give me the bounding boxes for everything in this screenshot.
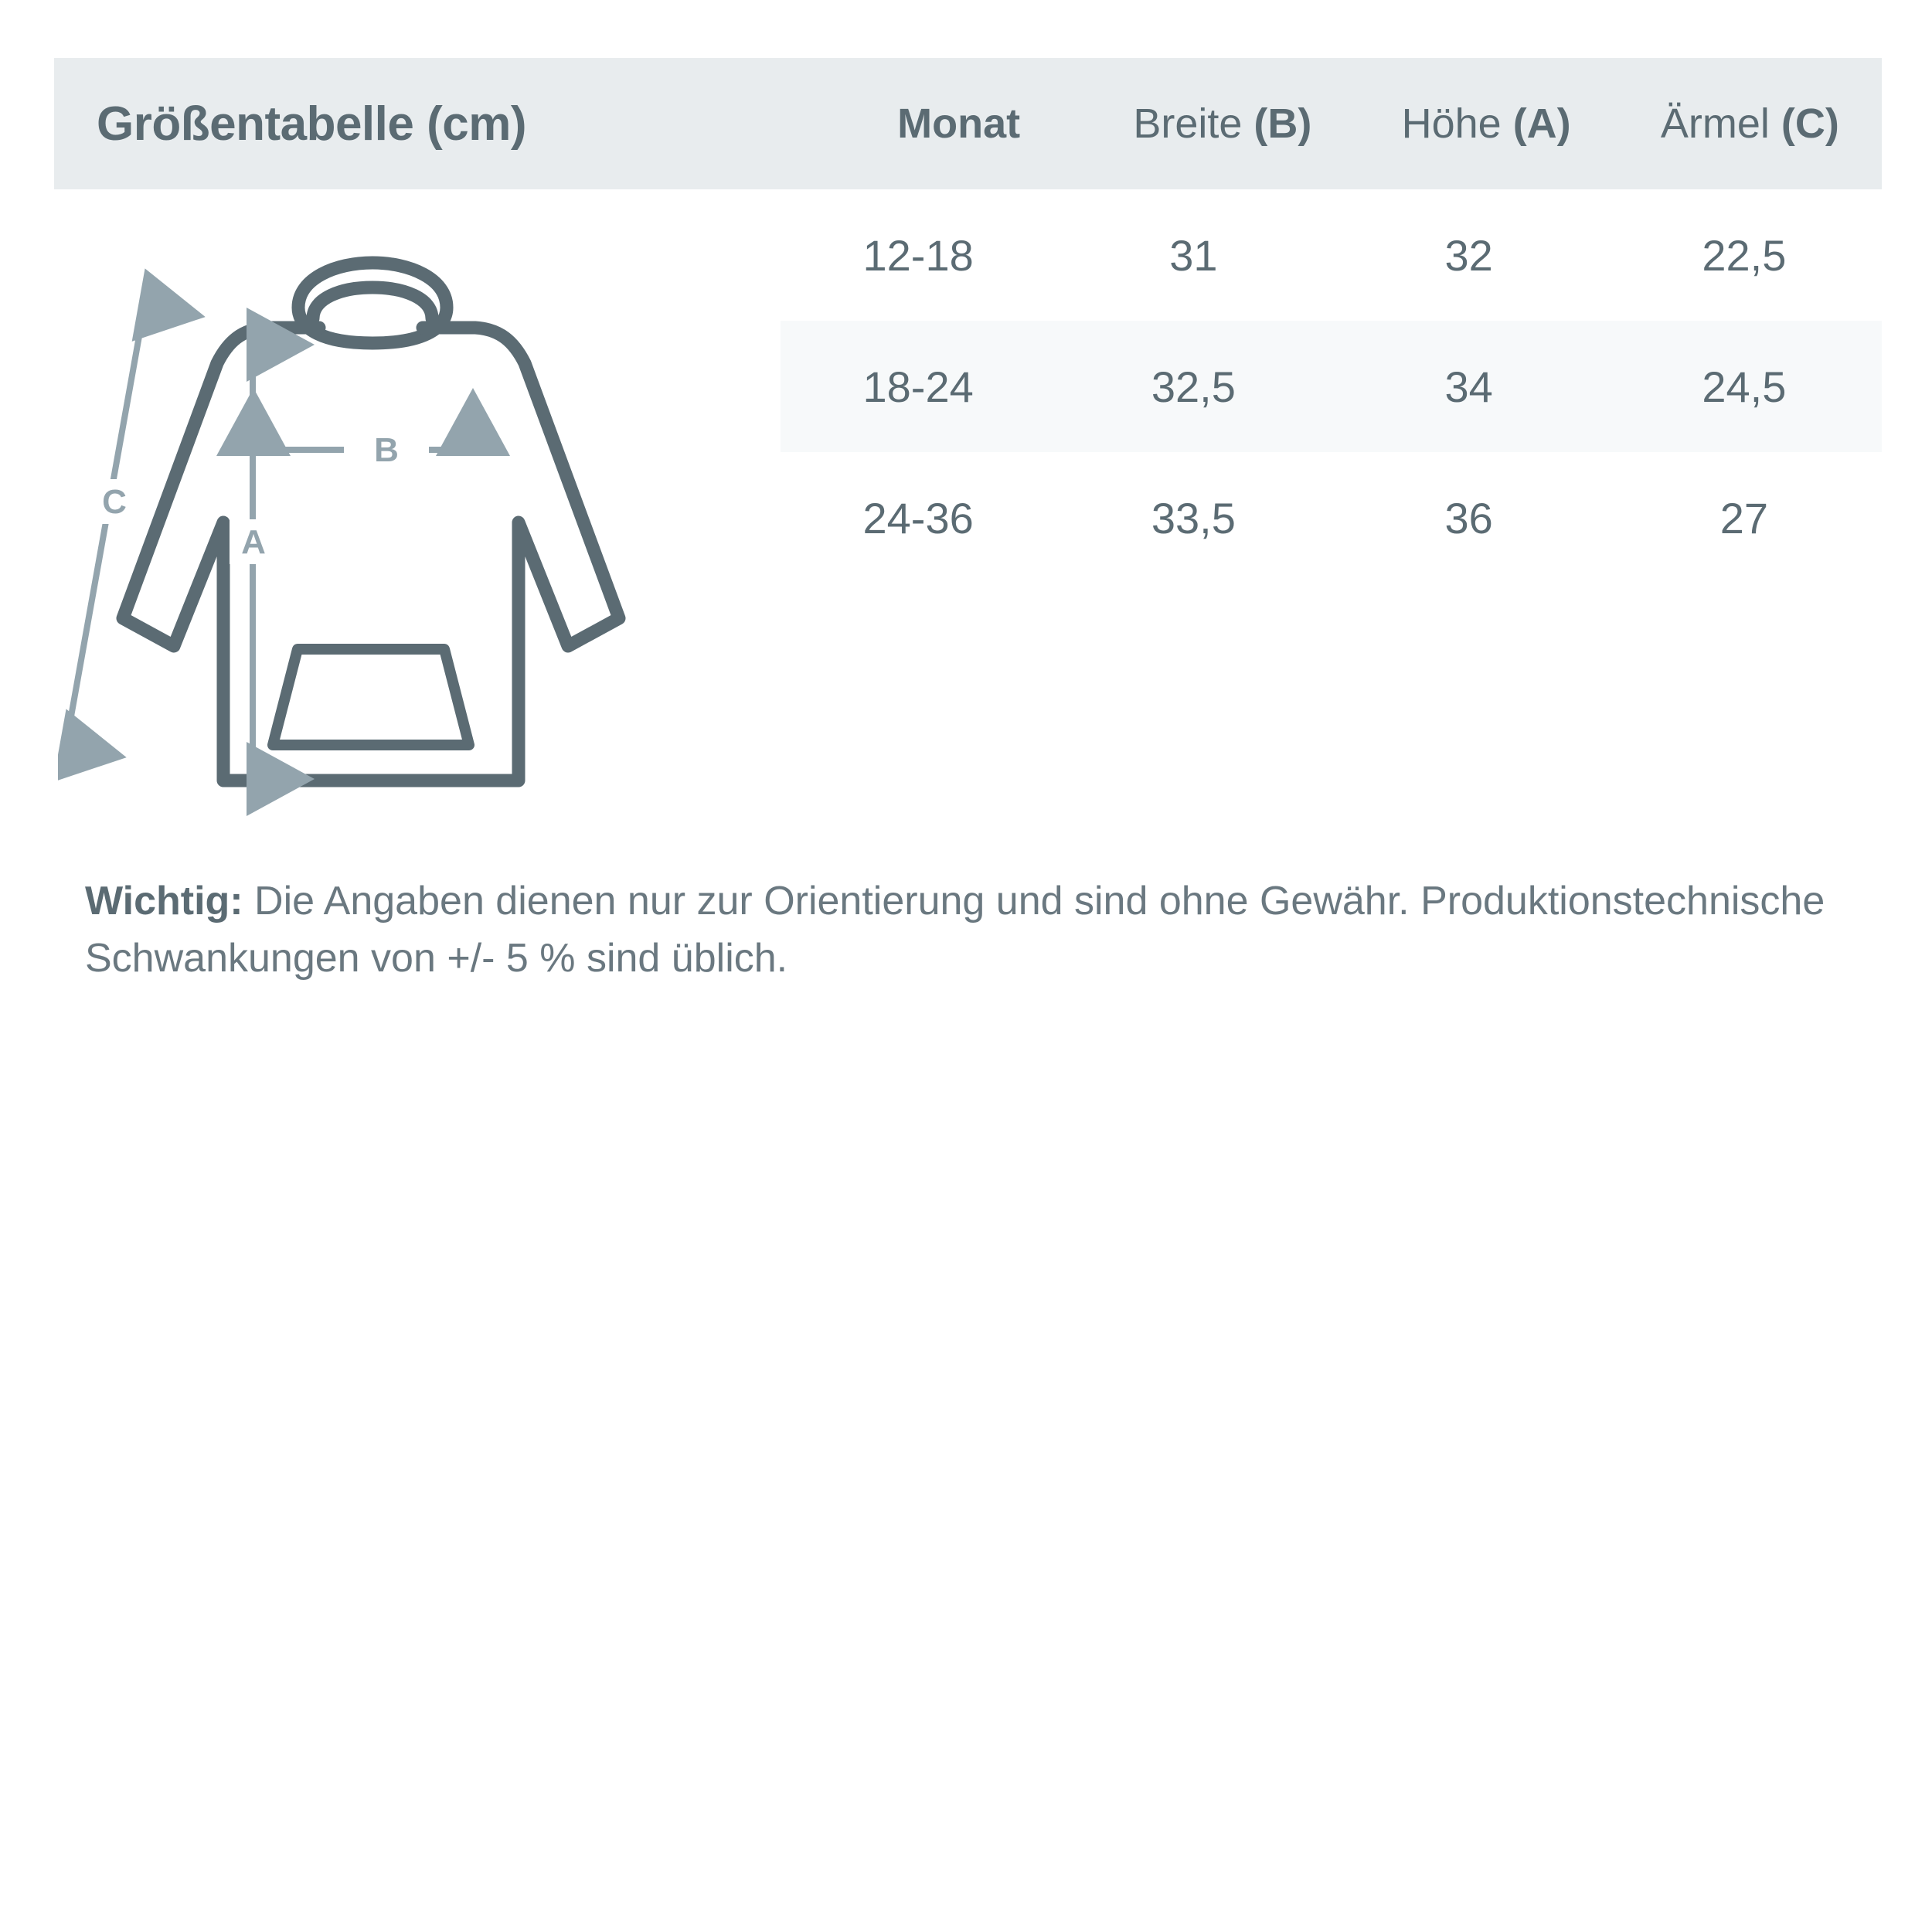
measure-line-c bbox=[66, 306, 145, 747]
table-header bbox=[54, 58, 1882, 189]
table-row bbox=[781, 321, 1882, 452]
hoodie-measurement-diagram bbox=[58, 247, 777, 835]
cell-hoehe: 36 bbox=[1444, 493, 1493, 543]
column-header-aermel bbox=[1618, 100, 1882, 148]
cell-breite: 33,5 bbox=[1151, 493, 1236, 543]
cell-breite: 32,5 bbox=[1151, 362, 1236, 411]
column-header-breite-label: Breite bbox=[1133, 100, 1254, 147]
column-header-monat-label: Monat bbox=[897, 100, 1021, 147]
cell-hoehe: 32 bbox=[1444, 230, 1493, 280]
cell-aermel: 27 bbox=[1719, 493, 1769, 543]
column-header-aermel-label: Ärmel bbox=[1660, 100, 1781, 147]
page-title: Größentabelle (cm) bbox=[97, 97, 526, 151]
cell-monat: 18-24 bbox=[862, 362, 974, 411]
cell-monat: 12-18 bbox=[862, 230, 974, 280]
cell-monat: 24-36 bbox=[862, 493, 974, 543]
cell-aermel: 22,5 bbox=[1702, 230, 1787, 280]
footnote bbox=[85, 873, 1862, 988]
table-row bbox=[781, 189, 1882, 321]
column-header-monat bbox=[827, 100, 1090, 148]
measure-label-b: B bbox=[374, 431, 399, 469]
column-header-breite-code: (B) bbox=[1253, 100, 1312, 147]
table-body bbox=[781, 189, 1882, 583]
cell-breite: 31 bbox=[1169, 230, 1218, 280]
cell-hoehe: 34 bbox=[1444, 362, 1493, 411]
header-row bbox=[54, 58, 1882, 189]
column-header-hoehe bbox=[1355, 100, 1618, 148]
table-row bbox=[781, 452, 1882, 583]
cell-aermel: 24,5 bbox=[1702, 362, 1787, 411]
footnote-text: Die Angaben dienen nur zur Orientierung und sind ohne Gewähr. Produktionstechnische Schwankungen von +/- 5 % sind üblich. bbox=[85, 879, 1825, 981]
column-header-aermel-code: (C) bbox=[1781, 100, 1839, 147]
measure-label-a: A bbox=[241, 523, 266, 561]
footnote-lead: Wichtig: bbox=[85, 879, 243, 923]
column-header-hoehe-code: (A) bbox=[1512, 100, 1571, 147]
column-header-hoehe-label: Höhe bbox=[1401, 100, 1513, 147]
column-header-breite bbox=[1090, 100, 1354, 148]
hoodie-outline-icon bbox=[123, 263, 619, 781]
measure-label-c: C bbox=[102, 483, 127, 521]
